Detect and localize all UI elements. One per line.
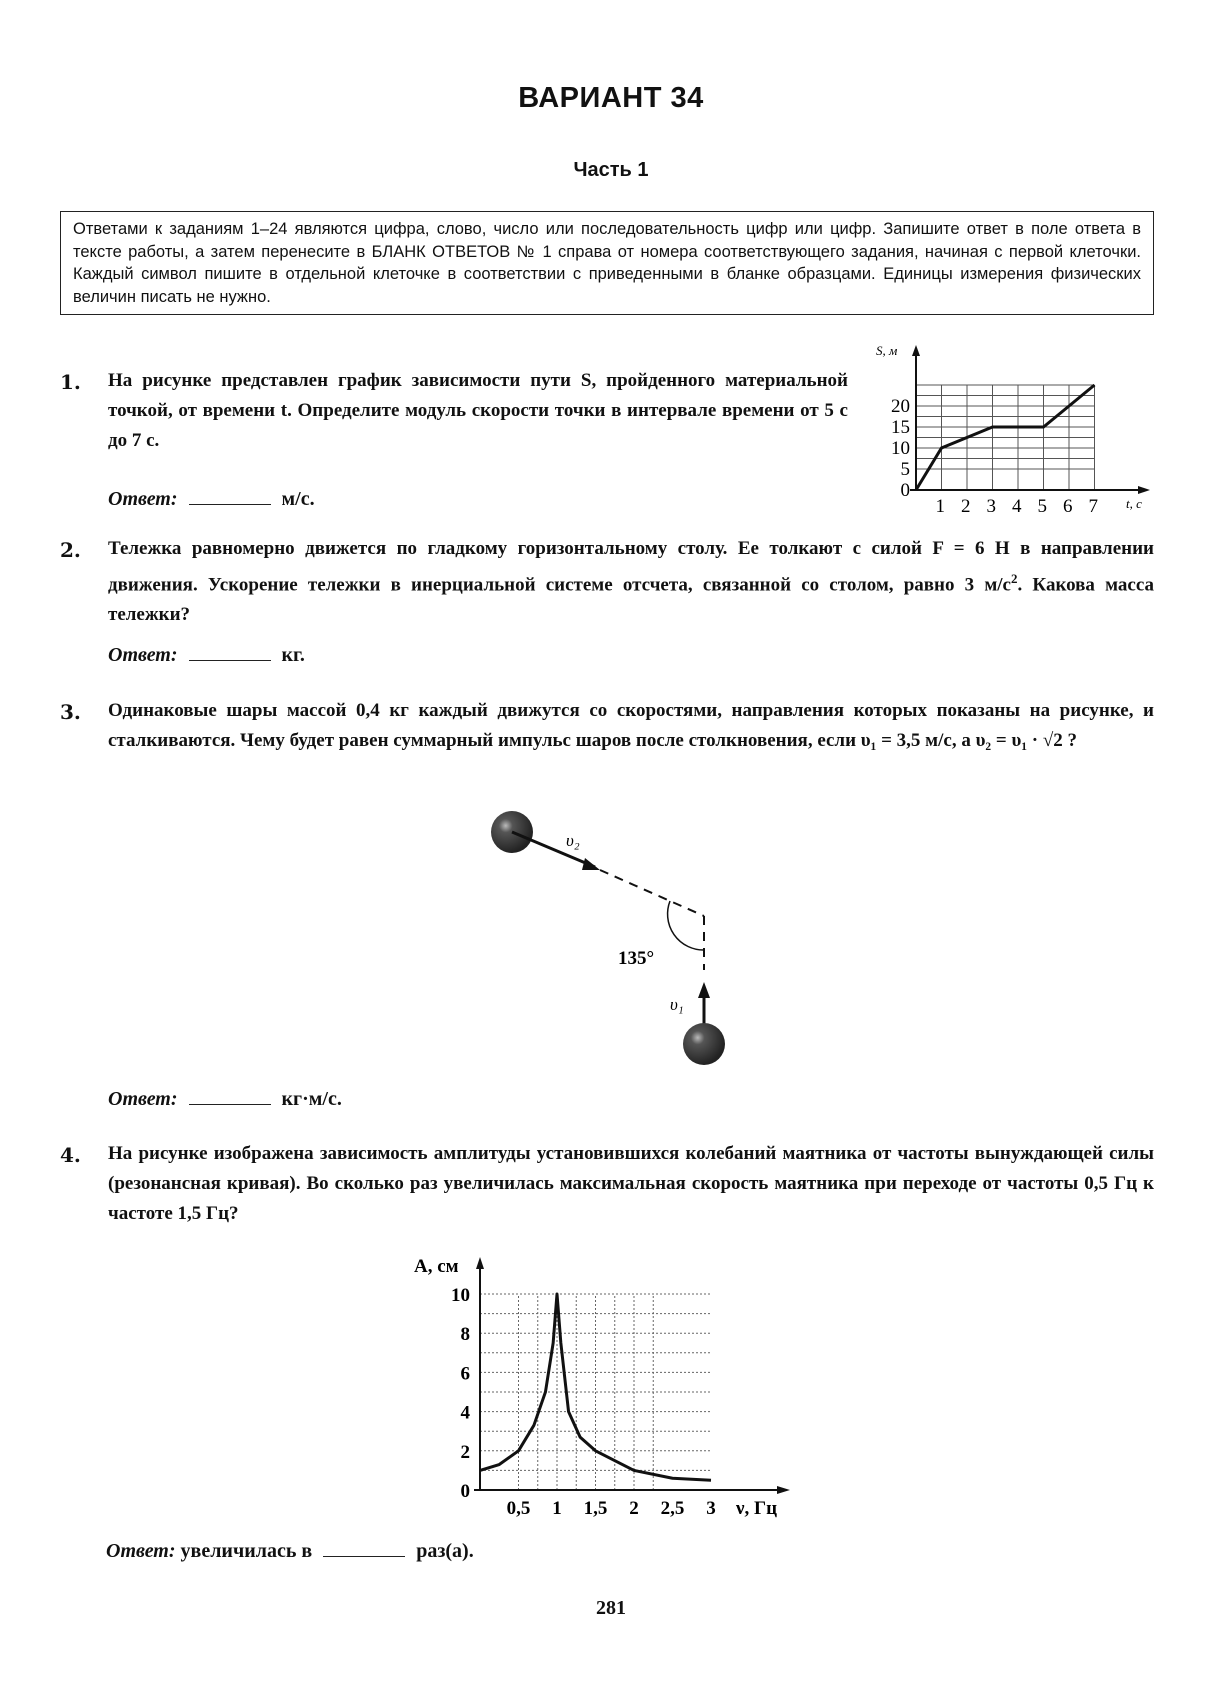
x-tick-label: 4 (1012, 496, 1022, 517)
x-tick-label: 3 (986, 496, 996, 517)
x-axis-label: t, с (1126, 496, 1142, 511)
question-3-number: 3. (60, 700, 81, 724)
instructions-box: Ответами к заданиям 1–24 являются цифра, слово, число или последовательность цифр или цифр. Запишите ответ в поле ответа в тексте работы, а затем перенесите в БЛАНК ОТВЕТОВ № 1 справа от номера соответствующего задания, начиная с первой клеточки. Каждый символ пишите в отдельной клеточке в соответствии с приведенными в бланке образцами. Единицы измерения физических величин писать не нужно. (60, 211, 1154, 315)
x-tick-label: 2,5 (660, 1498, 685, 1519)
y-tick-label: 0 (900, 480, 910, 501)
y-tick-label: 6 (460, 1363, 470, 1385)
question-1-answer (108, 486, 315, 511)
variant-title: ВАРИАНТ 34 (518, 82, 704, 114)
ball-1 (683, 1023, 725, 1065)
x-tick-label: 1,5 (583, 1498, 608, 1519)
y-tick-label: 10 (891, 438, 910, 459)
question-2-answer (108, 642, 305, 667)
x-tick-label: 0,5 (506, 1498, 531, 1519)
answer-label: Ответ: (108, 1088, 178, 1110)
x-tick-labels (936, 496, 1099, 517)
chart-grid (480, 1294, 711, 1490)
dashed-trajectory-2 (600, 870, 704, 916)
x-tick-label: 3 (706, 1498, 716, 1519)
collision-diagram (470, 800, 770, 1080)
v1-label: υ₁ (670, 995, 684, 1014)
x-tick-label: 1 (552, 1498, 562, 1519)
answer-unit: раз(а). (416, 1540, 474, 1562)
question-3-text: Одинаковые шары массой 0,4 кг каждый движутся со скоростями, направления которых показаны на рисунке, и сталкиваются. Чему будет равен суммарный импульс шаров после столкновения, если υ₁ = 3,5 м/с, а υ₂ = υ₁ · √2 ? (108, 700, 1154, 751)
y-tick-label: 10 (451, 1285, 470, 1306)
question-2-exponent: 2 (1011, 571, 1018, 586)
page-number: 281 (596, 1597, 626, 1619)
answer-label: Ответ: (106, 1540, 176, 1562)
velocity-v2-arrow (512, 832, 595, 867)
y-tick-labels (451, 1285, 471, 1502)
part-title: Часть 1 (573, 159, 649, 181)
x-axis-label: ν, Гц (736, 1498, 778, 1519)
x-tick-label: 5 (1037, 496, 1047, 517)
question-2-text-b: . Какова масса тележки? (108, 574, 1155, 626)
chart-path-vs-time (870, 340, 1160, 520)
answer-field[interactable] (189, 642, 271, 661)
answer-field[interactable] (323, 1538, 405, 1557)
answer-unit: кг. (281, 644, 305, 666)
angle-label: 135° (618, 948, 655, 969)
x-axis-arrow (1138, 486, 1150, 494)
answer-unit: кг·м/с. (281, 1088, 342, 1110)
angle-arc (668, 901, 704, 950)
y-tick-label: 5 (900, 459, 910, 480)
x-tick-labels (507, 1498, 716, 1519)
answer-field[interactable] (189, 486, 271, 505)
x-axis-arrow (777, 1486, 790, 1494)
question-4-text: На рисунке изображена зависимость амплитуды установившихся колебаний маятника от частоты вынуждающей силы (резонансная кривая). Во сколько раз увеличилась максимальная скорость маятника при переходе от частоты 0,5 Гц к частоте 1,5 Гц? (108, 1143, 1154, 1224)
x-tick-label: 2 (629, 1498, 639, 1519)
arrowhead-icon (582, 858, 600, 870)
arrowhead-icon (698, 982, 710, 998)
chart-grid (916, 385, 1095, 490)
chart-resonance-curve (410, 1250, 800, 1520)
question-3-answer (108, 1086, 342, 1111)
y-tick-label: 20 (891, 396, 910, 417)
x-tick-label: 7 (1088, 496, 1098, 517)
question-2-number: 2. (60, 538, 81, 562)
x-tick-label: 1 (935, 496, 945, 517)
y-axis-arrow (912, 345, 920, 356)
y-tick-labels (891, 396, 910, 501)
question-2-text-a: Тележка равномерно движется по гладкому горизонтальному столу. Ее толкают с силой F = 6 Н в направлении движения. Ускорение тележки в инерциальной системе отсчета, связанной со столом, равно 3 м/с (108, 538, 1154, 596)
y-tick-label: 2 (460, 1441, 470, 1463)
question-4-number: 4. (60, 1143, 81, 1167)
answer-unit: м/с. (281, 488, 315, 510)
v2-label: υ₂ (566, 831, 580, 850)
y-tick-label: 8 (460, 1324, 470, 1346)
question-2-text (108, 534, 1154, 630)
y-axis-label: S, м (876, 343, 898, 358)
x-tick-label: 2 (961, 496, 971, 517)
answer-label: Ответ: (108, 644, 178, 666)
answer-label: Ответ: (108, 488, 178, 510)
y-axis-label: A, см (414, 1256, 459, 1277)
question-1-number: 1. (60, 370, 81, 394)
question-1-text: На рисунке представлен график зависимости пути S, пройденного материальной точкой, от времени t. Определите модуль скорости точки в интервале времени от 5 с до 7 с. (108, 370, 848, 451)
answer-field[interactable] (189, 1086, 271, 1105)
x-tick-label: 6 (1063, 496, 1073, 517)
y-tick-label: 4 (460, 1402, 470, 1424)
y-axis-arrow (476, 1257, 484, 1269)
y-tick-label: 0 (460, 1481, 470, 1502)
y-tick-label: 15 (891, 417, 910, 438)
question-4-answer (106, 1538, 474, 1563)
answer-prefix: увеличилась в (180, 1540, 313, 1562)
